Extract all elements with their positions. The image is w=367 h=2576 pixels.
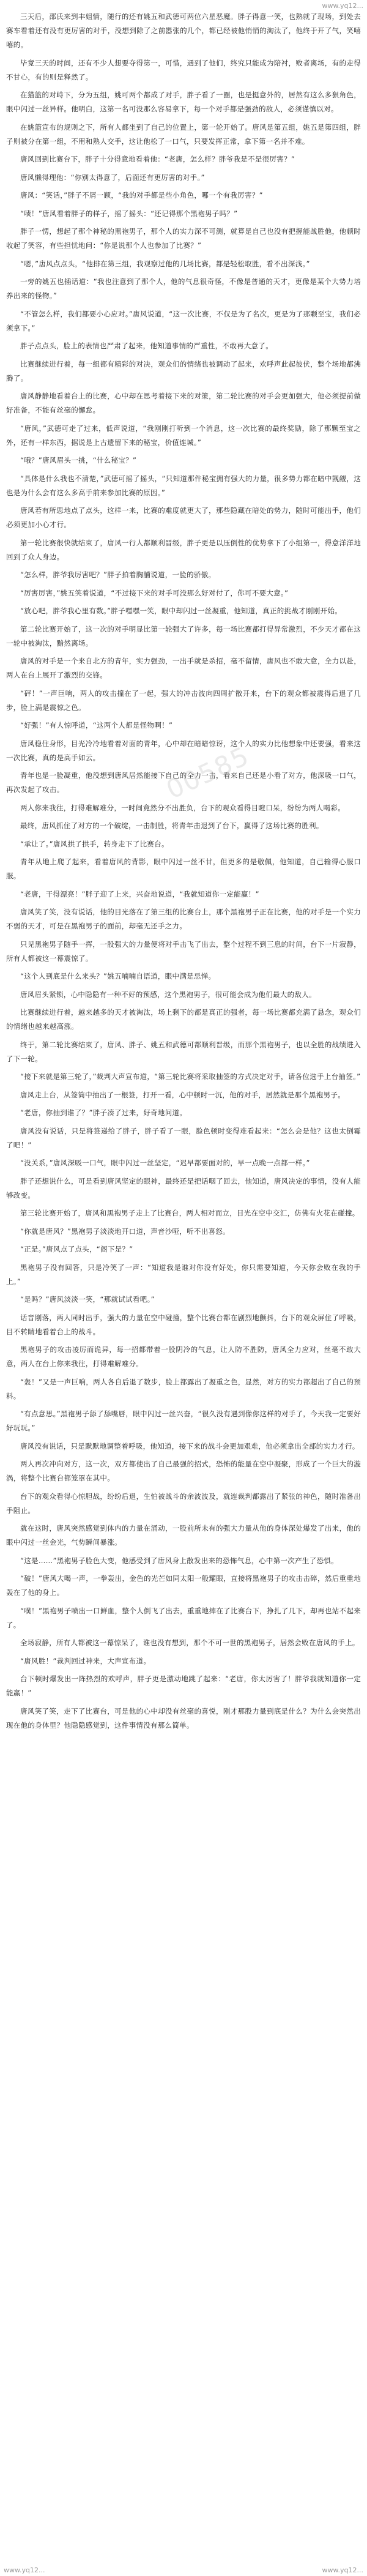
paragraph: 台下的观众看得心惊胆战，纷纷后退，生怕被战斗的余波波及，就连裁判都露出了紧张的神色，随时准备出手阻止。 — [6, 1491, 361, 1515]
paragraph: 第二轮比赛开始了，这一次的对手明显比第一轮强大了许多，每一场比赛都打得异常激烈，不少天才都在这一轮中被淘汰，黯然离场。 — [6, 624, 361, 648]
paragraph: “厉害厉害，”姚五笑着说道，“不过接下来的对手可没那么好对付了，你可不要大意。” — [20, 588, 289, 597]
paragraph: “老唐，你抽到谁了？”胖子凑了过来，好奇地问道。 — [20, 1108, 187, 1117]
paragraph: “承让了。”唐风拱了拱手，转身走下了比赛台。 — [20, 839, 169, 848]
paragraph: 一旁的姚五也插话道：“我也注意到了那个人，他的气息很奇怪，不像是普通的天才，更像是某个大势力培养出来的怪物。” — [6, 277, 361, 300]
paragraph: “具体是什么我也不清楚，”武德可摇了摇头，“只知道那件秘宝拥有强大的力量，很多势力都在暗中觊觎，这也是为什么会有这么多高手前来参加比赛的原因。” — [6, 474, 361, 497]
paragraph: 唐风没有说话，只是默默地调整着呼吸，他知道，接下来的战斗会更加艰难，他必须拿出全部的实力才行。 — [20, 1441, 360, 1450]
paragraph: 终于，第二轮比赛结束了，唐风、胖子、姚五和武德可都顺利晋级，而那个黑袍男子，也以全胜的战绩进入了下一轮。 — [6, 1040, 361, 1063]
paragraph: “怎么样，胖爷我厉害吧？”胖子拍着胸脯说道，一脸的骄傲。 — [20, 570, 216, 579]
site-mark-bottom-right: www.yq12... — [322, 2566, 363, 2574]
paragraph: 唐风眉头紧锁，心中隐隐有一种不好的预感，这个黑袍男子，很可能会成为他们最大的敌人。 — [20, 990, 316, 999]
paragraph: 话音刚落，两人同时出手，强大的力量在空中碰撞，整个比赛台都在剧烈地颤抖，台下的观众屏住了呼吸，目不转睛地看着台上的战斗。 — [6, 1313, 361, 1336]
paragraph: “砰！”一声巨响，两人的攻击撞在了一起，强大的冲击波向四周扩散开来，台下的观众都被震得后退了几步，脸上满是震惊之色。 — [6, 689, 361, 712]
paragraph: “破！”唐风大喝一声，一拳轰出，金色的光芒如同太阳一般耀眼，直接将黑袍男子的攻击击碎，然后重重地轰在了他的身上。 — [6, 1574, 361, 1597]
paragraph: 唐风笑了笑，没有说话，他的目光落在了第三组的比赛台上，那个黑袍男子正在比赛，他的对手是一个实力不弱的天才，可是在黑袍男子的面前，却毫无还手之力。 — [6, 908, 361, 930]
paragraph: “嗯，”唐风点点头，“他排在第三组，我观察过他的几场比赛，都是轻松取胜，看不出深浅。” — [20, 259, 310, 268]
paragraph: 胖子一愣，想起了那个神秘的黑袍男子，那个人的实力深不可测，就算是自己也没有把握能战胜他，他顿时收起了笑容，有些担忧地问：“你是说那个人也参加了比赛？” — [6, 227, 361, 250]
paragraph: 第三轮比赛开始了，唐风和黑袍男子走上了比赛台，两人相对而立，目光在空中交汇，仿佛有火花在碰撞。 — [20, 1209, 360, 1217]
paragraph: 唐风静静地看着台上的比赛，心中却在思考着接下来的对策，第二轮比赛的对手会更加强大，他必须提前做好准备，不能有丝毫的懈怠。 — [6, 392, 361, 414]
paragraph: 唐风：“笑话，”胖子不屑一顾，“我的对手都是些小角色，哪一个有我厉害？” — [20, 191, 263, 200]
paragraph: “正是。”唐风点了点头，“阁下是？” — [20, 1245, 133, 1253]
paragraph: 唐风懒得理他：“你别太得意了，后面还有更厉害的对手。” — [20, 173, 205, 182]
paragraph: “接下来就是第三轮了，”裁判大声宣布道，“第三轮比赛将采取抽签的方式决定对手，请各位选手上台抽签。” — [20, 1072, 361, 1081]
paragraph: 唐风没有说话，只是将签递给了胖子，胖子看了一眼，脸色顿时变得难看起来：“怎么会是他？这也太倒霉了吧！” — [6, 1126, 361, 1149]
paragraph: 唐风的对手是一个来自北方的青年，实力强劲，一出手就是杀招，毫不留情，唐风也不敢大意，全力以赴，两人在台上展开了激烈的交锋。 — [6, 657, 361, 679]
paragraph: 唐风若有所思地点了点头，这样一来，比赛的难度就更大了，那些隐藏在暗处的势力，随时可能出手，他们必须更加小心才行。 — [6, 506, 361, 529]
paragraph: “这是……”黑袍男子脸色大变，他感受到了唐风身上散发出来的恐怖气息，心中第一次产生了恐惧。 — [20, 1556, 338, 1565]
paragraph: 台下顿时爆发出一阵热烈的欢呼声，胖子更是激动地跳了起来：“老唐，你太厉害了！胖爷我就知道你一定能赢！” — [6, 1674, 361, 1697]
paragraph: 黑袍男子的攻击凌厉而诡异，每一招都带着一股阴冷的气息，让人防不胜防，唐风全力应对，丝毫不敢大意，两人在台上你来我往，打得难解难分。 — [6, 1345, 361, 1368]
paragraph: 胖子还想说什么，可是看到唐风坚定的眼神，最终还是把话咽了回去，他知道，唐风决定的事情，没有人能够改变。 — [6, 1176, 361, 1200]
paragraph: 青年从地上爬了起来，看着唐风的背影，眼中闪过一丝不甘，但更多的是敬佩，他知道，自己输得心服口服。 — [6, 857, 361, 880]
paragraph: 比赛继续进行着，越来越多的天才被淘汰，场上剩下的都是真正的强者，每一场比赛都充满了悬念，观众们的情绪也越来越高涨。 — [6, 1008, 361, 1031]
paragraph: 在猫篮的对峙下，分为五组，姚可两个都成了对手，胖子看了一圈，也是挺意外的，居然有这么多狠角色，眼中闪过一丝异样。他明白，这第一名可没那么容易拿下，每一个对手都是强劲的敌人，必须谨慎以对。 — [6, 91, 361, 113]
paragraph: “你就是唐风？”黑袍男子淡淡地开口道，声音沙哑，听不出喜怒。 — [20, 1226, 230, 1236]
paragraph: “是吗？”唐风淡淡一笑，“那就试试看吧。” — [20, 1295, 155, 1304]
paragraph: 唐风走上台，从签筒中抽出了一根签，打开一看，心中顿时一沉，他的对手，居然就是那个黑袍男子。 — [20, 1090, 345, 1099]
paragraph: 全场寂静，所有人都被这一幕惊呆了，谁也没有想到，那个不可一世的黑袍男子，居然会败在唐风的手上。 — [20, 1638, 360, 1647]
paragraph: 胖子点点头，脸上的表情也严肃了起来，他知道事情的严重性，不敢再大意了。 — [20, 342, 273, 350]
paragraph: 两人你来我往，打得难解难分，一时间竟然分不出胜负，台下的观众看得目瞪口呆，纷纷为两人喝彩。 — [20, 803, 345, 812]
site-mark-bottom-left: www.yq12... — [4, 2566, 45, 2574]
paragraph: “老唐，干得漂亮！”胖子迎了上来，兴奋地说道，“我就知道你一定能赢！” — [20, 889, 259, 898]
paragraph: “唐风，”武德可走了过来，低声说道，“我刚刚打听到一个消息，这一次比赛的最终奖励，除了那颗至宝之外，还有一样东西，据说是上古遗留下来的秘宝，价值连城。” — [6, 424, 361, 447]
paragraph: “啧！”唐风看着胖子的样子，摇了摇头：“还记得那个黑袍男子吗？” — [20, 209, 238, 218]
paragraph: 最终，唐风抓住了对方的一个破绽，一击制胜，将青年击退到了台下，赢得了这场比赛的胜利。 — [20, 821, 324, 830]
paragraph: 比赛继续进行着，每一组都有精彩的对决，观众们的情绪也被调动了起来，欢呼声此起彼伏，整个场地都沸腾了。 — [6, 359, 361, 383]
paragraph: 毕竟三天的时间，还有不少人想要夺得第一，可惜，遇到了他们，终究只能成为陪衬，败者离场，有的走得不甘心，有的则是释然了。 — [6, 58, 361, 81]
paragraph: “有点意思。”黑袍男子舔了舔嘴唇，眼中闪过一丝兴奋，“很久没有遇到像你这样的对手了，今天我一定要好好玩玩。” — [6, 1409, 361, 1432]
paragraph: 唐风稳住身形，目光冷冷地看着对面的青年，心中却在暗暗惊讶，这个人的实力比他想象中还要强，看来这一次比赛，真的是高手如云。 — [6, 739, 361, 762]
paragraph: “哦？”唐风眉头一挑，“什么秘宝？” — [20, 456, 137, 465]
paragraph: “没关系，”唐风深吸一口气，眼中闪过一丝坚定，“迟早都要面对的，早一点晚一点都一样。” — [20, 1159, 310, 1167]
paragraph: 第一轮比赛很快就结束了，唐风一行人都顺利晋级，胖子更是以压倒性的优势拿下了小组第一，得意洋洋地回到了众人身边。 — [6, 538, 361, 561]
paragraph: 只见黑袍男子随手一挥，一股强大的力量便将对手击飞了出去，整个过程不到三息的时间，台下一片寂静，所有人都被这一幕震惊了。 — [6, 939, 361, 963]
article-body — [6, 10, 361, 2568]
paragraph: “轰！”又是一声巨响，两人各自后退了数步，脸上都露出了凝重之色，显然，对方的实力都超出了自己的预料。 — [6, 1377, 361, 1400]
site-mark-top-right: www.yq12... — [322, 2, 363, 10]
paragraph: 唐风回到比赛台下，胖子十分得意地看着他：“老唐，怎么样？胖爷我是不是很厉害？” — [20, 155, 295, 163]
paragraph: “唐风胜！”裁判回过神来，大声宣布道。 — [20, 1656, 151, 1665]
paragraph: “不管怎么样，我们都要小心应对。”唐风说道，“这一次比赛，不仅是为了名次，更是为了那颗至宝，我们必须拿下。” — [6, 309, 361, 332]
watermark: 00585 — [161, 740, 254, 805]
paragraph: 就在这时，唐风突然感觉到体内的力量在涌动，一股前所未有的强大力量从他的身体深处爆发了出来，他的眼中闪过一丝金光，气势瞬间暴涨。 — [6, 1524, 361, 1547]
paragraph: 青年也是一脸凝重，他没想到唐风居然能接下自己的全力一击，看来自己还是小看了对方，他深吸一口气，再次发起了攻击。 — [6, 771, 361, 794]
paragraph: “放心吧，胖爷我心里有数。”胖子嘿嘿一笑，眼中却闪过一丝凝重，他知道，真正的挑战才刚刚开始。 — [20, 607, 342, 615]
paragraph: 在姚篮宣布的规则之下，所有人都坐到了自己的位置上，第一轮开始了。唐风是第五组，姚五是第四组，胖子则被分在第一组，不用和熟人交手，这让他松了一口气，只要发挥正常，拿下第一名并不难。 — [6, 122, 361, 146]
paragraph: 唐风笑了笑，走下了比赛台，可是他的心中却没有丝毫的喜悦，刚才那股力量到底是什么？为什么会突然出现在他的身体里？他隐隐感觉到，这件事情没有那么简单。 — [6, 1706, 361, 1730]
paragraph: 黑袍男子没有回答，只是冷笑了一声：“知道我是谁对你没有好处，你只需要知道，今天你会败在我的手上。” — [6, 1263, 361, 1286]
paragraph: “噗！”黑袍男子喷出一口鲜血，整个人倒飞了出去，重重地摔在了比赛台下，挣扎了几下，却再也站不起来了。 — [6, 1606, 361, 1629]
paragraph: 三天后，邵氏来到丰姐情，随行的还有姚五和武德可两位六星恶魔。胖子得意一笑，也熟就了现场，到处去赛车看着还有没有更厉害的对手，没想到除了之前嚣张的几个，都已经被他悄悄的淘汰了，他终于开了气，笑嘻嘻的。 — [6, 12, 361, 49]
paragraph: “好强！”有人惊呼道，“这两个人都是怪物啊！” — [20, 721, 173, 730]
paragraph: “这个人到底是什么来头？”姚五喃喃自语道，眼中满是忌惮。 — [20, 972, 216, 980]
paragraph: 两人再次冲向对方，这一次，双方都使出了自己最强的招式，恐怖的能量在空中凝聚，形成了一个巨大的漩涡，将整个比赛台都笼罩在其中。 — [6, 1460, 361, 1482]
